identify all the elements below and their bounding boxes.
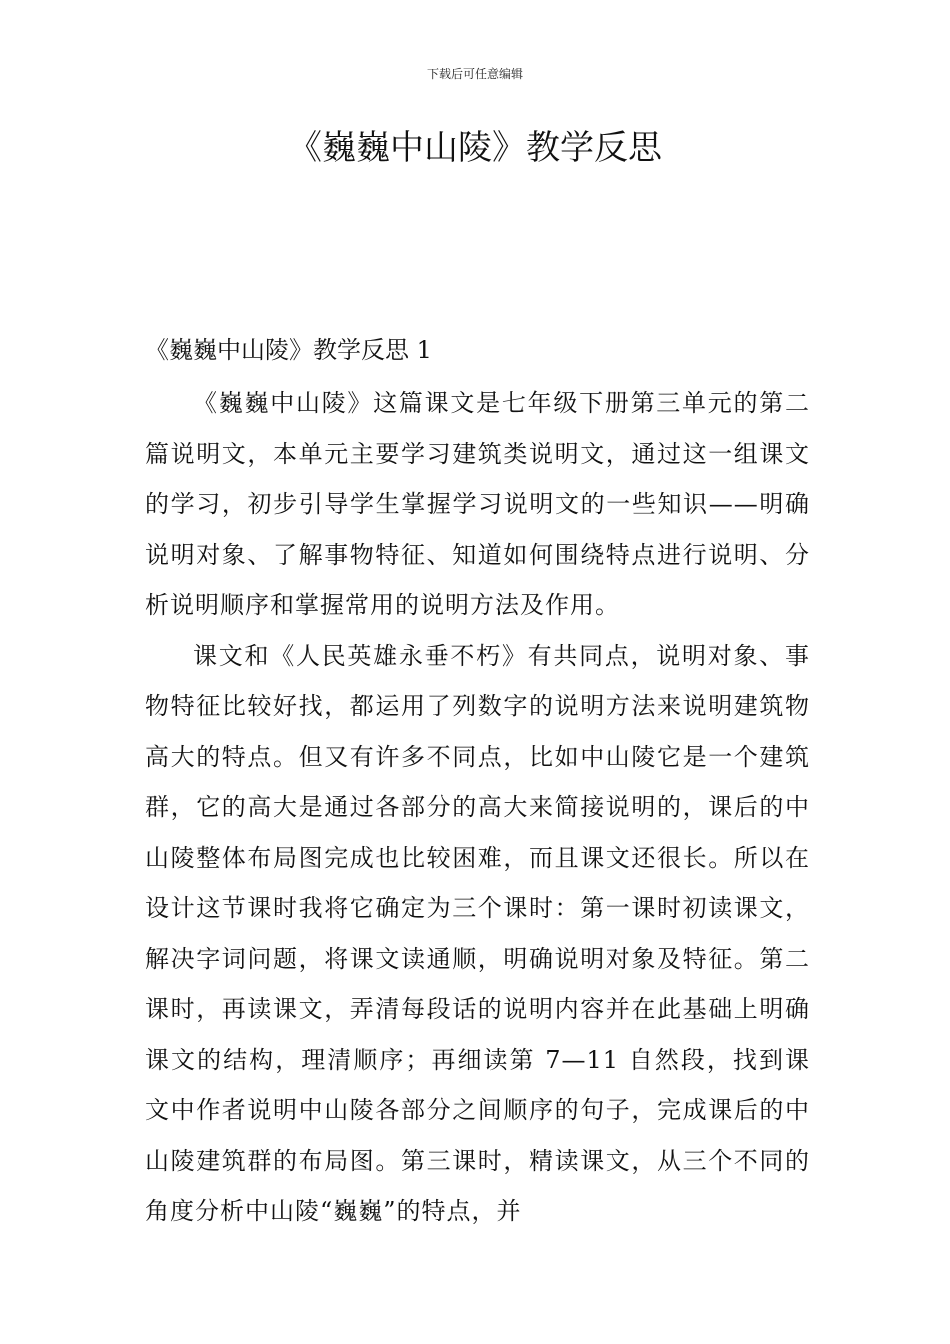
- paragraph-2: 课文和《人民英雄永垂不朽》有共同点，说明对象、事物特征比较好找，都运用了列数字的说明方法来说明建筑物高大的特点。但又有许多不同点，比如中山陵它是一个建筑群，它的高大是通过各部分的高大来简接说明的，课后的中山陵整体布局图完成也比较困难，而且课文还很长。所以在设计这节课时我将它确定为三个课时：第一课时初读课文，解决字词问题，将课文读通顺，明确说明对象及特征。第二课时，再读课文，弄清每段话的说明内容并在此基础上明确课文的结构，理清顺序；再细读第 7—11 自然段，找到课文中作者说明中山陵各部分之间顺序的句子，完成课后的中山陵建筑群的布局图。第三课时，精读课文，从三个不同的角度分析中山陵“巍巍”的特点，并: [145, 641, 810, 1225]
- header-note: 下载后可任意编辑: [426, 67, 523, 81]
- document-title: 《巍巍中山陵》教学反思: [288, 128, 662, 168]
- document-body: [145, 378, 810, 1237]
- section-heading: 《巍巍中山陵》教学反思 1: [145, 336, 432, 364]
- paragraph-1: 《巍巍中山陵》这篇课文是七年级下册第三单元的第二篇说明文，本单元主要学习建筑类说明文，通过这一组课文的学习，初步引导学生掌握学习说明文的一些知识——明确说明对象、了解事物特征、知道如何围绕特点进行说明、分析说明顺序和掌握常用的说明方法及作用。: [145, 389, 810, 619]
